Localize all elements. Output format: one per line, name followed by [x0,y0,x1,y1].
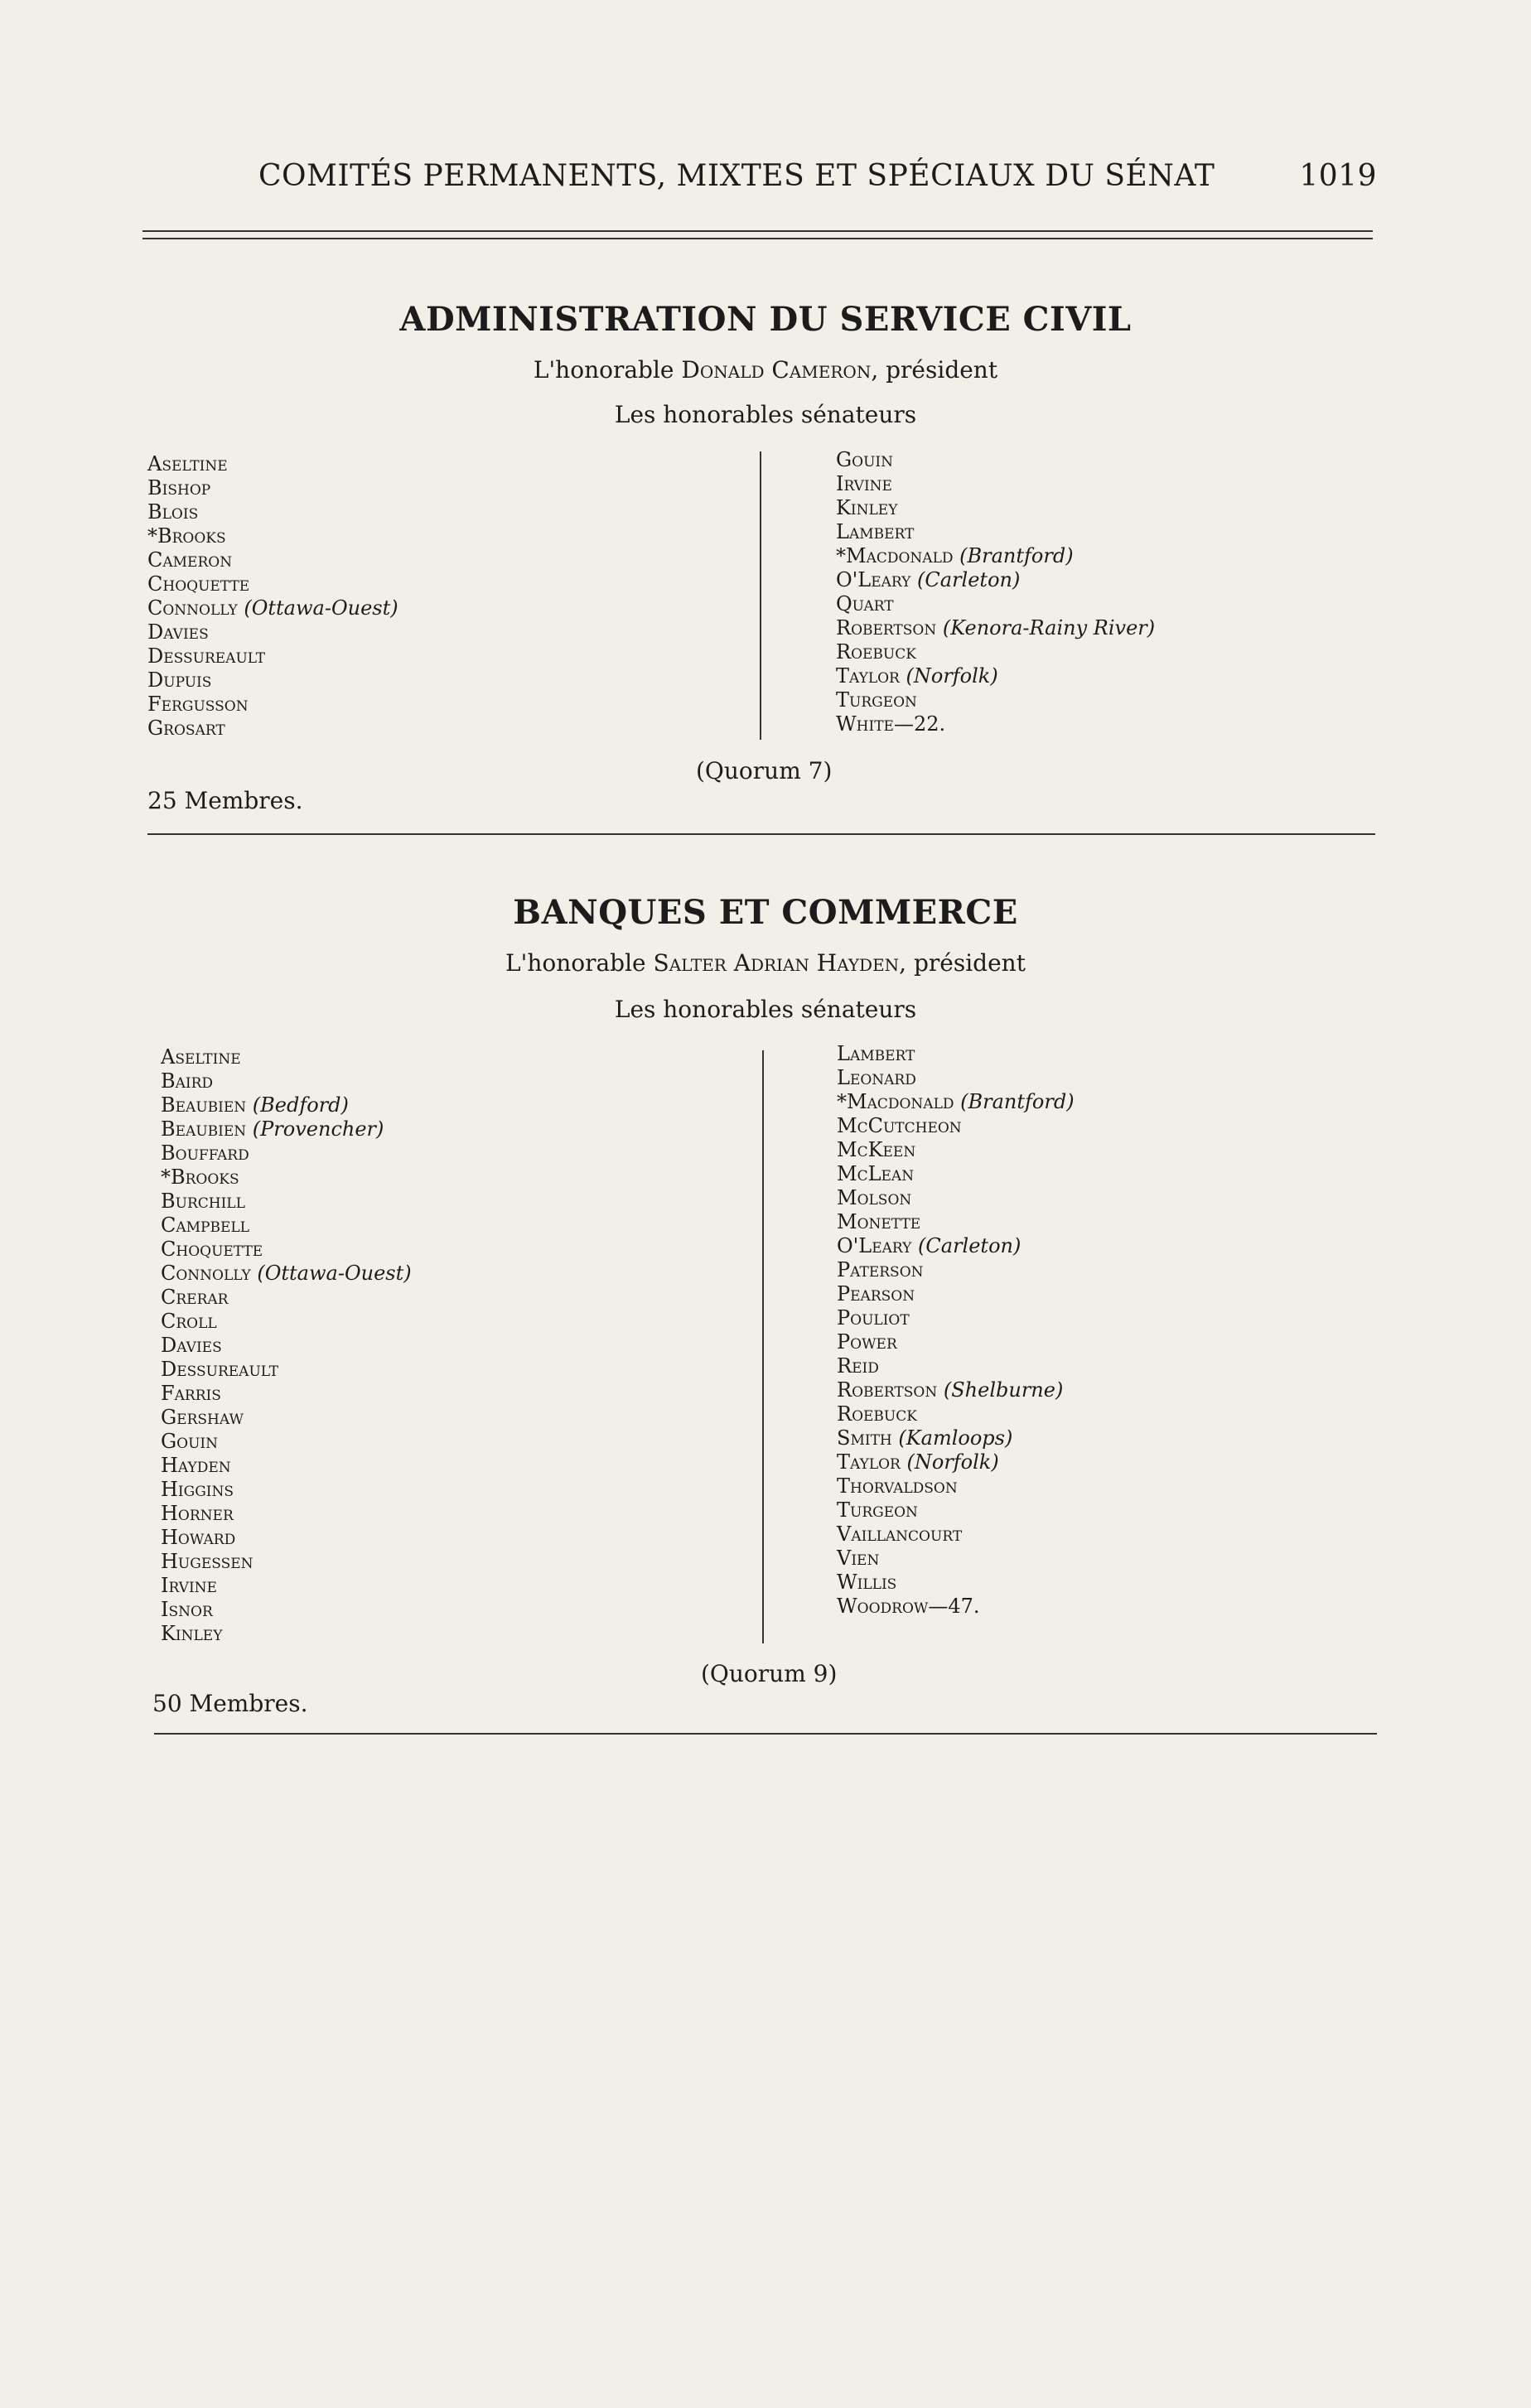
senator-entry [836,616,1155,640]
senator-name: Leonard [837,1066,916,1089]
senator-entry [161,1454,412,1478]
senator-entry [837,1138,1075,1162]
senator-name: Kinley [836,496,898,519]
senator-name: Macdonald [846,544,954,567]
senator-division: (Brantford) [960,1090,1075,1113]
senator-entry [147,476,398,500]
senator-entry [837,1426,1075,1450]
senator-entry [837,1186,1075,1210]
senator-division: (Ottawa-Ouest) [244,596,398,620]
ex-officio-marker: * [837,1090,847,1113]
senator-entry [836,592,1155,616]
senator-name: Taylor [836,664,900,688]
senator-entry [161,1117,412,1141]
ex-officio-marker: * [161,1165,171,1189]
senator-name: Gouin [161,1430,219,1453]
senator-entry [161,1190,412,1214]
senator-entry [161,1598,412,1622]
senator-division: (Carleton) [918,1234,1021,1257]
senator-entry [836,688,1155,712]
chair-suffix: , président [899,949,1026,977]
senator-entry [147,717,398,741]
senator-name: Lambert [837,1042,915,1065]
senator-entry [147,668,398,692]
senator-entry [161,1093,412,1117]
senator-entry [161,1502,412,1526]
senator-entry [837,1090,1075,1114]
senator-division: (Bedford) [252,1093,349,1117]
section-title-service-civil: ADMINISTRATION DU SERVICE CIVIL [399,300,1132,339]
senator-entry [837,1402,1075,1426]
senator-name: Farris [161,1382,221,1405]
senator-name: Macdonald [847,1090,954,1113]
senator-entry [161,1622,412,1646]
senator-name: Choquette [147,572,250,596]
senator-entry [837,1595,1075,1619]
senators-label-service-civil: Les honorables sénateurs [614,401,917,428]
senator-name: Croll [161,1310,217,1333]
senator-entry [147,452,398,476]
senator-name: O'Leary [836,568,911,591]
senator-division: (Norfolk) [906,1450,999,1474]
senator-entry [836,664,1155,688]
senator-entry [161,1165,412,1190]
senator-name: Thorvaldson [837,1474,958,1498]
senator-name: Roebuck [836,640,916,664]
senator-entry [836,496,1155,520]
senator-name: Hayden [161,1454,231,1477]
chair-line-banques-commerce [0,949,1531,977]
member-column-left-banques-commerce [161,1045,412,1646]
senator-name: Irvine [836,472,892,495]
senator-entry [161,1526,412,1550]
senator-entry [837,1522,1075,1547]
senator-entry [147,596,398,620]
senator-name: Beaubien [161,1117,247,1141]
senator-name: Beaubien [161,1093,247,1117]
senator-entry [837,1474,1075,1498]
senator-name: Connolly [147,596,238,620]
senator-name: Connolly [161,1262,251,1285]
chair-name: Salter Adrian Hayden [653,949,900,977]
senator-entry [147,548,398,572]
senator-name: Baird [161,1069,214,1093]
senator-name: Robertson [837,1378,938,1402]
senator-division: (Provencher) [252,1117,384,1141]
senator-name: Molson [837,1186,912,1209]
senator-entry [836,712,1155,736]
senator-entry [161,1430,412,1454]
senator-entry [147,620,398,644]
senator-name: Dessureault [147,644,266,668]
senator-name: Turgeon [837,1498,918,1522]
section-rule [154,1733,1377,1735]
senator-name: Vien [837,1547,880,1570]
senator-entry [161,1286,412,1310]
senator-division: (Kenora-Rainy River) [942,616,1156,639]
senator-name: Hugessen [161,1550,254,1573]
senator-entry [161,1045,412,1069]
senator-name: Monette [837,1210,921,1233]
senator-name: Kinley [161,1622,223,1645]
senator-name: Bouffard [161,1141,249,1165]
members-count-banques-commerce: 50 Membres. [152,1690,308,1717]
senator-entry [836,448,1155,472]
senator-entry [837,1042,1075,1066]
member-column-right-service-civil [836,448,1155,736]
senator-name: Reid [837,1354,879,1378]
senator-entry [837,1450,1075,1474]
page-header-title: COMITÉS PERMANENTS, MIXTES ET SPÉCIAUX DU SÉNAT [258,159,1215,193]
chair-suffix: , président [871,356,998,384]
member-total: —22. [893,712,946,736]
senator-entry [837,1114,1075,1138]
senator-division: (Norfolk) [906,664,998,688]
senator-name: Blois [147,500,199,524]
senator-entry [837,1571,1075,1595]
page-number: 1019 [1299,159,1377,193]
member-column-right-banques-commerce [837,1042,1075,1619]
senator-name: White [836,712,894,736]
senator-entry [837,1306,1075,1330]
senator-entry [147,524,398,548]
ex-officio-marker: * [147,524,157,548]
senator-entry [837,1162,1075,1186]
column-divider [760,451,761,740]
senator-entry [837,1210,1075,1234]
senator-name: Brooks [171,1165,239,1189]
senator-entry [161,1478,412,1502]
chair-name: Donald Cameron [681,356,872,384]
senator-name: Grosart [147,717,225,740]
members-count-service-civil: 25 Membres. [147,787,303,814]
senator-entry [836,544,1155,568]
senator-name: Taylor [837,1450,901,1474]
senator-name: McCutcheon [837,1114,962,1137]
senator-name: Gouin [836,448,894,471]
senator-entry [836,472,1155,496]
section-title-banques-commerce: BANQUES ET COMMERCE [513,893,1018,932]
senator-entry [161,1310,412,1334]
senators-label-banques-commerce: Les honorables sénateurs [614,996,917,1023]
senator-entry [837,1547,1075,1571]
senator-name: Campbell [161,1214,249,1237]
senator-name: Power [837,1330,897,1354]
senator-entry [836,520,1155,544]
senator-name: Dessureault [161,1358,279,1381]
senator-entry [836,568,1155,592]
senator-entry [161,1334,412,1358]
ex-officio-marker: * [836,544,846,567]
senator-name: Isnor [161,1598,213,1621]
quorum-service-civil: (Quorum 7) [696,757,833,784]
senator-entry [837,1234,1075,1258]
senator-entry [147,644,398,668]
senator-name: Woodrow [837,1595,929,1618]
senator-entry [837,1282,1075,1306]
senator-name: McLean [837,1162,915,1185]
senator-name: Aseltine [161,1045,241,1069]
senator-entry [837,1258,1075,1282]
senator-division: (Brantford) [959,544,1074,567]
header-double-rule [142,230,1373,239]
senator-entry [837,1498,1075,1522]
senator-entry [161,1382,412,1406]
senator-entry [837,1354,1075,1378]
senator-entry [837,1378,1075,1402]
senator-division: (Shelburne) [943,1378,1064,1402]
senator-entry [161,1550,412,1574]
senator-entry [161,1574,412,1598]
senator-entry [161,1406,412,1430]
senator-name: Cameron [147,548,233,572]
senator-name: Crerar [161,1286,229,1309]
senator-entry [161,1262,412,1286]
senator-entry [161,1358,412,1382]
senator-name: Davies [161,1334,222,1357]
senator-entry [161,1141,412,1165]
senator-name: Howard [161,1526,236,1549]
senator-entry [161,1069,412,1093]
column-divider [762,1050,764,1643]
senator-name: Quart [836,592,894,615]
senator-division: (Kamloops) [898,1426,1013,1450]
senator-name: O'Leary [837,1234,912,1257]
senator-entry [147,500,398,524]
senator-name: Davies [147,620,209,644]
senator-name: Horner [161,1502,234,1525]
senator-entry [161,1238,412,1262]
quorum-banques-commerce: (Quorum 9) [701,1660,838,1687]
senator-name: Smith [837,1426,892,1450]
chair-prefix: L'honorable [533,356,674,384]
senator-name: Pouliot [837,1306,910,1329]
senator-entry [147,692,398,717]
senator-name: Robertson [836,616,937,639]
senator-entry [836,640,1155,664]
senator-name: Willis [837,1571,897,1594]
running-head [258,159,1377,200]
senator-entry [147,572,398,596]
chair-line-service-civil [0,356,1531,384]
senator-division: (Ottawa-Ouest) [257,1262,412,1285]
senator-name: Irvine [161,1574,217,1597]
senator-entry [837,1066,1075,1090]
senator-name: Choquette [161,1238,263,1261]
member-total: —47. [928,1595,980,1618]
senator-name: Higgins [161,1478,234,1501]
senator-entry [837,1330,1075,1354]
senator-name: Burchill [161,1190,245,1213]
senator-name: Pearson [837,1282,915,1305]
senator-division: (Carleton) [917,568,1021,591]
senator-entry [161,1214,412,1238]
senator-name: Gershaw [161,1406,244,1429]
section-rule [147,833,1375,835]
senator-name: Vaillancourt [837,1522,963,1546]
senator-name: Dupuis [147,668,212,692]
senator-name: Turgeon [836,688,917,712]
senator-name: McKeen [837,1138,916,1161]
senator-name: Aseltine [147,452,228,475]
senator-name: Lambert [836,520,915,543]
senator-name: Fergusson [147,692,249,716]
chair-prefix: L'honorable [505,949,646,977]
senator-name: Bishop [147,476,211,499]
member-column-left-service-civil [147,452,398,741]
senator-name: Paterson [837,1258,924,1281]
senator-name: Brooks [157,524,226,548]
senator-name: Roebuck [837,1402,917,1426]
